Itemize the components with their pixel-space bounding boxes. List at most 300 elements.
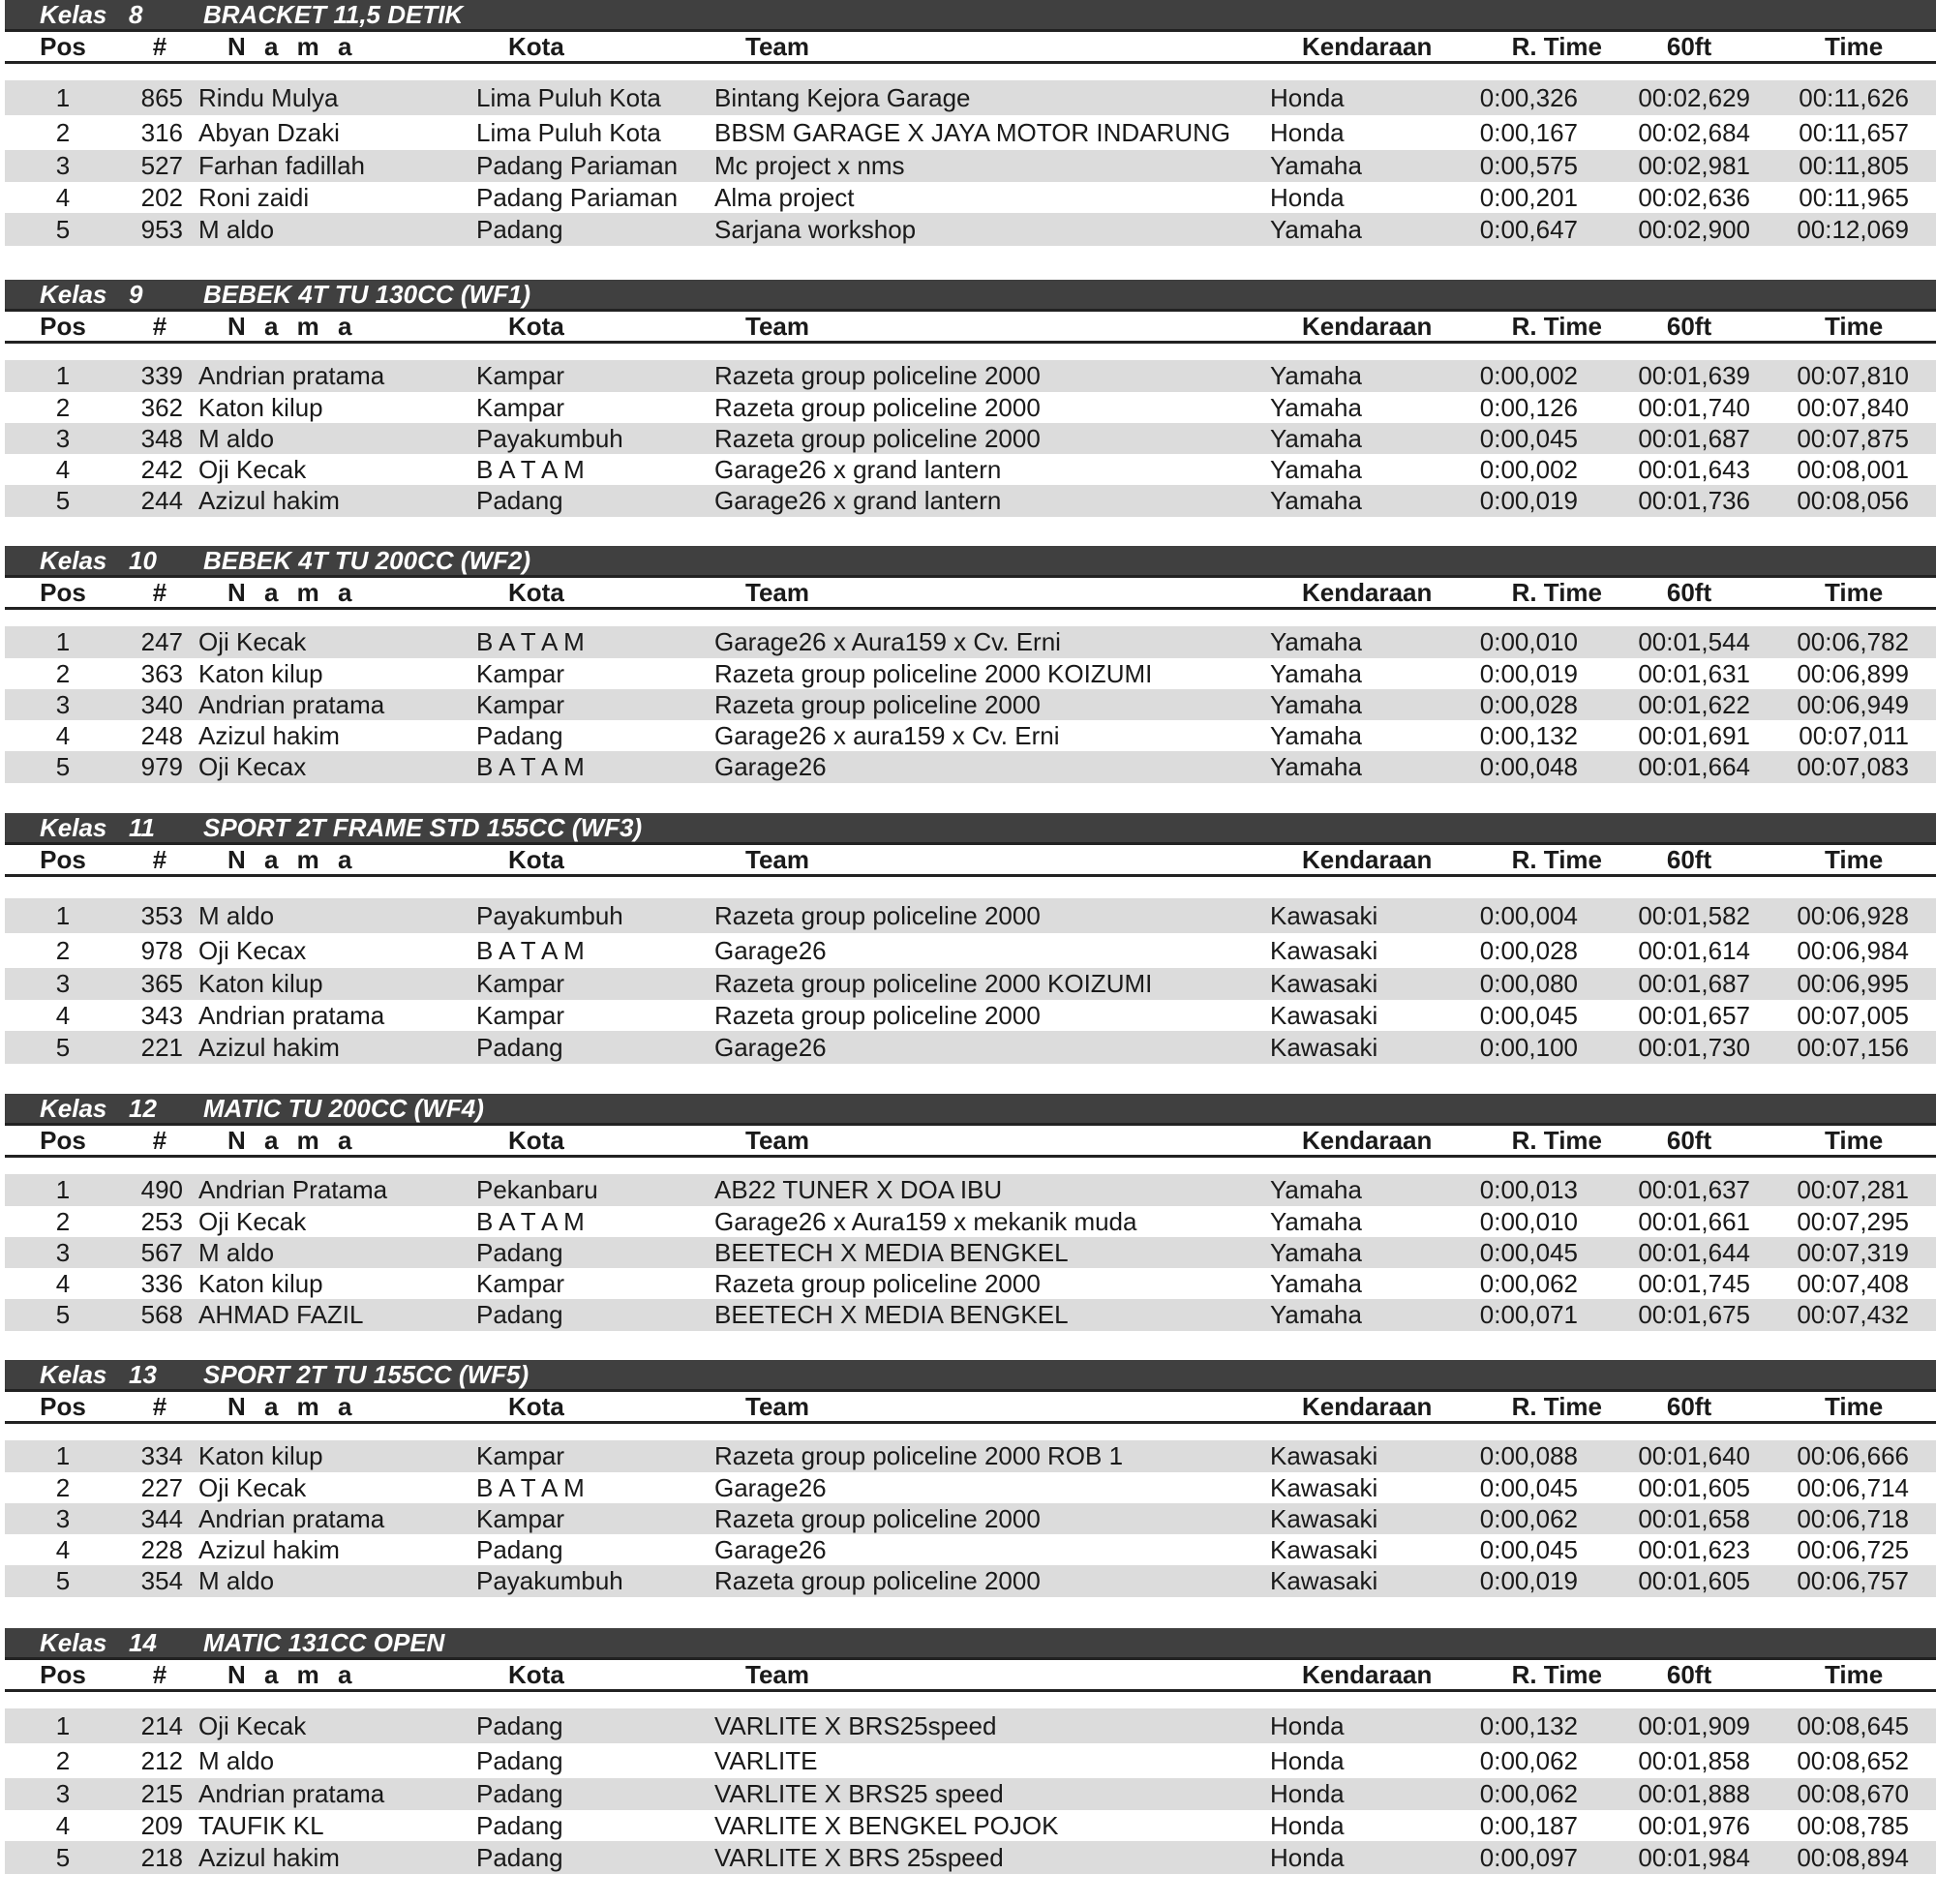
- reaction-time-cell: 0:00,100: [1479, 1033, 1578, 1062]
- table-row: [5, 1503, 1936, 1534]
- time-cell: 00:07,810: [1797, 361, 1909, 390]
- reaction-time-cell: 0:00,062: [1479, 1504, 1578, 1533]
- reaction-time-cell: 0:00,097: [1479, 1843, 1578, 1872]
- time-cell: 00:08,001: [1797, 455, 1909, 484]
- number-cell: 978: [140, 936, 183, 965]
- table-row: [5, 454, 1936, 485]
- pos-cell: 5: [55, 1566, 71, 1595]
- vehicle-header: Kendaraan: [1302, 578, 1433, 607]
- vehicle-header: Kendaraan: [1302, 312, 1433, 341]
- time-header: Time: [1825, 32, 1884, 61]
- name-cell: M aldo: [198, 901, 275, 930]
- number-cell: 953: [140, 215, 183, 244]
- number-cell: 221: [140, 1033, 183, 1062]
- team-cell: Garage26 x Aura159 x Cv. Erni: [714, 627, 1061, 656]
- pos-cell: 4: [55, 1811, 71, 1840]
- sixty-ft-cell: 00:01,544: [1638, 627, 1750, 656]
- reaction-time-cell: 0:00,010: [1479, 1207, 1578, 1236]
- sixty-ft-cell: 00:01,664: [1638, 752, 1750, 781]
- name-cell: M aldo: [198, 1238, 275, 1267]
- team-cell: Razeta group policeline 2000: [714, 1001, 1041, 1030]
- class-number: 11: [129, 813, 155, 842]
- vehicle-cell: Honda: [1270, 1843, 1345, 1872]
- number-header: #: [152, 1660, 167, 1689]
- class-name: MATIC TU 200CC (WF4): [203, 1094, 484, 1123]
- city-header: Kota: [508, 1392, 564, 1421]
- number-cell: 202: [140, 183, 183, 212]
- city-cell: Pekanbaru: [476, 1175, 598, 1204]
- number-cell: 343: [140, 1001, 183, 1030]
- table-row: [5, 1268, 1936, 1299]
- sixty-ft-header: 60ft: [1666, 1392, 1712, 1421]
- team-cell: Mc project x nms: [714, 151, 905, 180]
- sixty-ft-cell: 00:01,661: [1638, 1207, 1750, 1236]
- sixty-ft-header: 60ft: [1666, 845, 1712, 874]
- table-row: [5, 968, 1936, 1000]
- name-cell: Roni zaidi: [198, 183, 310, 212]
- team-cell: Razeta group policeline 2000 KOIZUMI: [714, 969, 1153, 998]
- sixty-ft-cell: 00:01,605: [1638, 1473, 1750, 1502]
- class-label: Kelas: [40, 813, 107, 842]
- vehicle-cell: Yamaha: [1270, 1175, 1362, 1204]
- table-row: [5, 720, 1936, 751]
- class-number: 9: [129, 280, 143, 309]
- name-header: N a m a: [227, 1392, 358, 1421]
- sixty-ft-cell: 00:01,643: [1638, 455, 1750, 484]
- city-cell: B A T A M: [476, 936, 585, 965]
- time-cell: 00:08,894: [1797, 1843, 1909, 1872]
- name-cell: Oji Kecax: [198, 752, 307, 781]
- time-cell: 00:08,645: [1797, 1711, 1909, 1740]
- team-header: Team: [745, 845, 809, 874]
- team-cell: Razeta group policeline 2000: [714, 393, 1041, 422]
- city-cell: Padang: [476, 721, 563, 750]
- team-cell: Razeta group policeline 2000: [714, 1269, 1041, 1298]
- city-cell: B A T A M: [476, 627, 585, 656]
- class-label: Kelas: [40, 546, 107, 575]
- class-title-bar: [5, 1094, 1936, 1123]
- sixty-ft-cell: 00:01,623: [1638, 1535, 1750, 1564]
- team-cell: Garage26: [714, 752, 827, 781]
- vehicle-cell: Kawasaki: [1270, 901, 1378, 930]
- time-cell: 00:08,785: [1797, 1811, 1909, 1840]
- class-name: MATIC 131CC OPEN: [203, 1628, 445, 1657]
- class-label: Kelas: [40, 0, 107, 29]
- reaction-time-cell: 0:00,062: [1479, 1269, 1578, 1298]
- number-cell: 248: [140, 721, 183, 750]
- number-cell: 490: [140, 1175, 183, 1204]
- class-number: 8: [129, 0, 143, 29]
- reaction-time-header: R. Time: [1511, 1126, 1602, 1155]
- time-cell: 00:06,718: [1797, 1504, 1909, 1533]
- name-cell: Andrian pratama: [198, 1779, 385, 1808]
- team-header: Team: [745, 1660, 809, 1689]
- vehicle-cell: Kawasaki: [1270, 969, 1378, 998]
- table-row: [5, 1778, 1936, 1810]
- city-cell: Payakumbuh: [476, 1566, 623, 1595]
- class-number: 10: [129, 546, 157, 575]
- time-cell: 00:06,949: [1797, 690, 1909, 719]
- class-title-bar: [5, 813, 1936, 842]
- vehicle-header: Kendaraan: [1302, 1126, 1433, 1155]
- sixty-ft-header: 60ft: [1666, 1126, 1712, 1155]
- team-cell: Razeta group policeline 2000 ROB 1: [714, 1441, 1124, 1470]
- city-header: Kota: [508, 1126, 564, 1155]
- number-cell: 228: [140, 1535, 183, 1564]
- number-cell: 244: [140, 486, 183, 515]
- table-row: [5, 115, 1936, 150]
- name-cell: Katon kilup: [198, 393, 323, 422]
- vehicle-cell: Kawasaki: [1270, 1001, 1378, 1030]
- table-row: [5, 485, 1936, 517]
- number-cell: 979: [140, 752, 183, 781]
- vehicle-cell: Yamaha: [1270, 659, 1362, 688]
- table-row: [5, 150, 1936, 182]
- team-cell: VARLITE X BRS25 speed: [714, 1779, 1004, 1808]
- name-cell: M aldo: [198, 1746, 275, 1775]
- sixty-ft-cell: 00:01,631: [1638, 659, 1750, 688]
- city-cell: B A T A M: [476, 1473, 585, 1502]
- reaction-time-cell: 0:00,048: [1479, 752, 1578, 781]
- city-header: Kota: [508, 1660, 564, 1689]
- pos-cell: 2: [55, 659, 71, 688]
- team-cell: VARLITE X BRS25speed: [714, 1711, 997, 1740]
- team-cell: BBSM GARAGE X JAYA MOTOR INDARUNG: [714, 118, 1231, 147]
- sixty-ft-cell: 00:01,736: [1638, 486, 1750, 515]
- reaction-time-header: R. Time: [1511, 845, 1602, 874]
- time-cell: 00:07,319: [1797, 1238, 1909, 1267]
- vehicle-cell: Kawasaki: [1270, 1504, 1378, 1533]
- city-cell: Kampar: [476, 690, 565, 719]
- sixty-ft-header: 60ft: [1666, 32, 1712, 61]
- class-section: [0, 280, 1936, 556]
- name-cell: Katon kilup: [198, 659, 323, 688]
- pos-cell: 4: [55, 1269, 71, 1298]
- class-label: Kelas: [40, 280, 107, 309]
- number-cell: 212: [140, 1746, 183, 1775]
- sixty-ft-cell: 00:01,909: [1638, 1711, 1750, 1740]
- city-cell: B A T A M: [476, 752, 585, 781]
- time-cell: 00:07,432: [1797, 1300, 1909, 1329]
- table-row: [5, 213, 1936, 246]
- city-cell: Padang: [476, 1535, 563, 1564]
- column-header-row: [5, 575, 1936, 610]
- class-name: SPORT 2T TU 155CC (WF5): [203, 1360, 529, 1389]
- pos-cell: 2: [55, 1207, 71, 1236]
- vehicle-cell: Yamaha: [1270, 1269, 1362, 1298]
- city-cell: Padang: [476, 1779, 563, 1808]
- team-header: Team: [745, 32, 809, 61]
- sixty-ft-cell: 00:01,644: [1638, 1238, 1750, 1267]
- class-section: [0, 813, 1936, 1089]
- time-cell: 00:08,670: [1797, 1779, 1909, 1808]
- name-cell: AHMAD FAZIL: [198, 1300, 364, 1329]
- pos-cell: 5: [55, 1033, 71, 1062]
- city-cell: Padang Pariaman: [476, 183, 679, 212]
- time-header: Time: [1825, 845, 1884, 874]
- city-cell: Payakumbuh: [476, 901, 623, 930]
- number-cell: 344: [140, 1504, 183, 1533]
- reaction-time-cell: 0:00,004: [1479, 901, 1578, 930]
- time-cell: 00:06,757: [1797, 1566, 1909, 1595]
- team-cell: Razeta group policeline 2000 KOIZUMI: [714, 659, 1153, 688]
- reaction-time-cell: 0:00,187: [1479, 1811, 1578, 1840]
- city-cell: Padang: [476, 486, 563, 515]
- name-cell: Andrian pratama: [198, 361, 385, 390]
- table-row: [5, 1534, 1936, 1565]
- sixty-ft-header: 60ft: [1666, 1660, 1712, 1689]
- number-header: #: [152, 312, 167, 341]
- reaction-time-cell: 0:00,045: [1479, 1535, 1578, 1564]
- name-cell: Katon kilup: [198, 1269, 323, 1298]
- number-cell: 218: [140, 1843, 183, 1872]
- sixty-ft-cell: 00:01,984: [1638, 1843, 1750, 1872]
- city-cell: Kampar: [476, 393, 565, 422]
- pos-cell: 1: [55, 1175, 71, 1204]
- sixty-ft-cell: 00:02,636: [1638, 183, 1750, 212]
- team-cell: Garage26: [714, 1473, 827, 1502]
- name-cell: M aldo: [198, 215, 275, 244]
- pos-cell: 3: [55, 151, 71, 180]
- table-row: [5, 1000, 1936, 1031]
- pos-cell: 5: [55, 1843, 71, 1872]
- number-cell: 214: [140, 1711, 183, 1740]
- pos-cell: 2: [55, 1746, 71, 1775]
- name-cell: Andrian pratama: [198, 1504, 385, 1533]
- time-cell: 00:08,056: [1797, 486, 1909, 515]
- name-header: N a m a: [227, 845, 358, 874]
- time-cell: 00:06,984: [1797, 936, 1909, 965]
- time-cell: 00:06,666: [1797, 1441, 1909, 1470]
- class-section: [0, 1628, 1936, 1904]
- city-cell: Kampar: [476, 1001, 565, 1030]
- vehicle-cell: Yamaha: [1270, 455, 1362, 484]
- class-label: Kelas: [40, 1094, 107, 1123]
- team-cell: Razeta group policeline 2000: [714, 690, 1041, 719]
- team-cell: Garage26: [714, 1033, 827, 1062]
- pos-cell: 3: [55, 424, 71, 453]
- number-cell: 209: [140, 1811, 183, 1840]
- number-header: #: [152, 1392, 167, 1421]
- class-name: BEBEK 4T TU 130CC (WF1): [203, 280, 531, 309]
- city-cell: Kampar: [476, 1441, 565, 1470]
- city-cell: Kampar: [476, 659, 565, 688]
- column-header-row: [5, 1657, 1936, 1692]
- name-cell: TAUFIK KL: [198, 1811, 324, 1840]
- table-row: [5, 392, 1936, 423]
- time-cell: 00:07,005: [1797, 1001, 1909, 1030]
- sixty-ft-cell: 00:02,900: [1638, 215, 1750, 244]
- time-cell: 00:08,652: [1797, 1746, 1909, 1775]
- reaction-time-cell: 0:00,080: [1479, 969, 1578, 998]
- name-cell: Oji Kecak: [198, 1711, 307, 1740]
- name-cell: M aldo: [198, 424, 275, 453]
- pos-cell: 3: [55, 969, 71, 998]
- sixty-ft-cell: 00:02,629: [1638, 83, 1750, 112]
- reaction-time-cell: 0:00,647: [1479, 215, 1578, 244]
- pos-cell: 5: [55, 486, 71, 515]
- reaction-time-cell: 0:00,019: [1479, 659, 1578, 688]
- class-name: BEBEK 4T TU 200CC (WF2): [203, 546, 531, 575]
- vehicle-cell: Honda: [1270, 1711, 1345, 1740]
- vehicle-cell: Kawasaki: [1270, 1535, 1378, 1564]
- pos-cell: 2: [55, 393, 71, 422]
- vehicle-cell: Yamaha: [1270, 486, 1362, 515]
- team-cell: Alma project: [714, 183, 855, 212]
- sixty-ft-cell: 00:01,640: [1638, 1441, 1750, 1470]
- city-cell: Padang Pariaman: [476, 151, 679, 180]
- pos-cell: 2: [55, 118, 71, 147]
- team-header: Team: [745, 578, 809, 607]
- time-cell: 00:06,725: [1797, 1535, 1909, 1564]
- reaction-time-cell: 0:00,045: [1479, 1001, 1578, 1030]
- class-number: 12: [129, 1094, 157, 1123]
- city-cell: Padang: [476, 1033, 563, 1062]
- number-cell: 316: [140, 118, 183, 147]
- class-title-bar: [5, 280, 1936, 309]
- number-cell: 363: [140, 659, 183, 688]
- reaction-time-header: R. Time: [1511, 578, 1602, 607]
- sixty-ft-cell: 00:01,675: [1638, 1300, 1750, 1329]
- number-cell: 567: [140, 1238, 183, 1267]
- vehicle-cell: Kawasaki: [1270, 1473, 1378, 1502]
- number-cell: 340: [140, 690, 183, 719]
- reaction-time-cell: 0:00,028: [1479, 936, 1578, 965]
- city-header: Kota: [508, 312, 564, 341]
- city-cell: B A T A M: [476, 1207, 585, 1236]
- reaction-time-cell: 0:00,045: [1479, 424, 1578, 453]
- pos-cell: 4: [55, 183, 71, 212]
- table-row: [5, 182, 1936, 213]
- time-cell: 00:11,626: [1799, 83, 1909, 112]
- sixty-ft-cell: 00:01,622: [1638, 690, 1750, 719]
- reaction-time-cell: 0:00,028: [1479, 690, 1578, 719]
- team-cell: Sarjana workshop: [714, 215, 917, 244]
- city-cell: B A T A M: [476, 455, 585, 484]
- column-header-row: [5, 842, 1936, 877]
- sixty-ft-cell: 00:01,605: [1638, 1566, 1750, 1595]
- sixty-ft-cell: 00:01,614: [1638, 936, 1750, 965]
- number-cell: 242: [140, 455, 183, 484]
- class-name: SPORT 2T FRAME STD 155CC (WF3): [203, 813, 643, 842]
- name-header: N a m a: [227, 578, 358, 607]
- reaction-time-cell: 0:00,126: [1479, 393, 1578, 422]
- time-cell: 00:07,281: [1797, 1175, 1909, 1204]
- vehicle-header: Kendaraan: [1302, 845, 1433, 874]
- team-cell: AB22 TUNER X DOA IBU: [714, 1175, 1003, 1204]
- time-cell: 00:11,657: [1799, 118, 1909, 147]
- pos-header: Pos: [40, 1392, 86, 1421]
- number-header: #: [152, 845, 167, 874]
- name-cell: Abyan Dzaki: [198, 118, 340, 147]
- table-row: [5, 933, 1936, 968]
- city-header: Kota: [508, 32, 564, 61]
- time-header: Time: [1825, 1392, 1884, 1421]
- number-header: #: [152, 578, 167, 607]
- pos-cell: 2: [55, 1473, 71, 1502]
- reaction-time-cell: 0:00,002: [1479, 455, 1578, 484]
- time-cell: 00:07,011: [1799, 721, 1909, 750]
- team-cell: Razeta group policeline 2000: [714, 1504, 1041, 1533]
- name-cell: M aldo: [198, 1566, 275, 1595]
- pos-header: Pos: [40, 845, 86, 874]
- time-header: Time: [1825, 312, 1884, 341]
- time-cell: 00:11,965: [1799, 183, 1909, 212]
- vehicle-cell: Kawasaki: [1270, 1566, 1378, 1595]
- name-cell: Oji Kecak: [198, 455, 307, 484]
- time-header: Time: [1825, 578, 1884, 607]
- class-title-bar: [5, 1360, 1936, 1389]
- vehicle-cell: Yamaha: [1270, 627, 1362, 656]
- table-row: [5, 1565, 1936, 1597]
- number-cell: 215: [140, 1779, 183, 1808]
- name-header: N a m a: [227, 1126, 358, 1155]
- name-cell: Rindu Mulya: [198, 83, 339, 112]
- city-header: Kota: [508, 845, 564, 874]
- vehicle-cell: Kawasaki: [1270, 1033, 1378, 1062]
- sixty-ft-cell: 00:01,637: [1638, 1175, 1750, 1204]
- city-cell: Lima Puluh Kota: [476, 118, 661, 147]
- name-cell: Andrian pratama: [198, 690, 385, 719]
- team-cell: Bintang Kejora Garage: [714, 83, 971, 112]
- vehicle-cell: Yamaha: [1270, 361, 1362, 390]
- reaction-time-cell: 0:00,326: [1479, 83, 1578, 112]
- reaction-time-cell: 0:00,062: [1479, 1746, 1578, 1775]
- city-cell: Padang: [476, 1238, 563, 1267]
- vehicle-cell: Honda: [1270, 83, 1345, 112]
- number-cell: 253: [140, 1207, 183, 1236]
- table-row: [5, 689, 1936, 720]
- team-header: Team: [745, 1126, 809, 1155]
- table-row: [5, 1810, 1936, 1841]
- pos-cell: 3: [55, 1504, 71, 1533]
- pos-cell: 4: [55, 455, 71, 484]
- sixty-ft-cell: 00:02,684: [1638, 118, 1750, 147]
- reaction-time-cell: 0:00,575: [1479, 151, 1578, 180]
- reaction-time-cell: 0:00,045: [1479, 1473, 1578, 1502]
- time-cell: 00:07,408: [1797, 1269, 1909, 1298]
- name-cell: Oji Kecak: [198, 627, 307, 656]
- table-row: [5, 1206, 1936, 1237]
- team-cell: Garage26 x grand lantern: [714, 486, 1002, 515]
- team-cell: VARLITE X BENGKEL POJOK: [714, 1811, 1059, 1840]
- name-cell: Azizul hakim: [198, 486, 340, 515]
- sixty-ft-cell: 00:02,981: [1638, 151, 1750, 180]
- city-cell: Padang: [476, 1711, 563, 1740]
- table-row: [5, 360, 1936, 392]
- pos-header: Pos: [40, 32, 86, 61]
- city-cell: Padang: [476, 1843, 563, 1872]
- reaction-time-cell: 0:00,167: [1479, 118, 1578, 147]
- city-cell: Kampar: [476, 1504, 565, 1533]
- table-row: [5, 1708, 1936, 1743]
- table-row: [5, 751, 1936, 783]
- name-cell: Azizul hakim: [198, 1843, 340, 1872]
- team-cell: Garage26: [714, 936, 827, 965]
- class-title-bar: [5, 546, 1936, 575]
- time-cell: 00:07,875: [1797, 424, 1909, 453]
- vehicle-cell: Yamaha: [1270, 151, 1362, 180]
- table-row: [5, 1440, 1936, 1472]
- table-row: [5, 1174, 1936, 1206]
- number-header: #: [152, 1126, 167, 1155]
- reaction-time-header: R. Time: [1511, 1660, 1602, 1689]
- table-row: [5, 423, 1936, 454]
- vehicle-cell: Honda: [1270, 1811, 1345, 1840]
- city-cell: Padang: [476, 1811, 563, 1840]
- sixty-ft-cell: 00:01,582: [1638, 901, 1750, 930]
- number-cell: 865: [140, 83, 183, 112]
